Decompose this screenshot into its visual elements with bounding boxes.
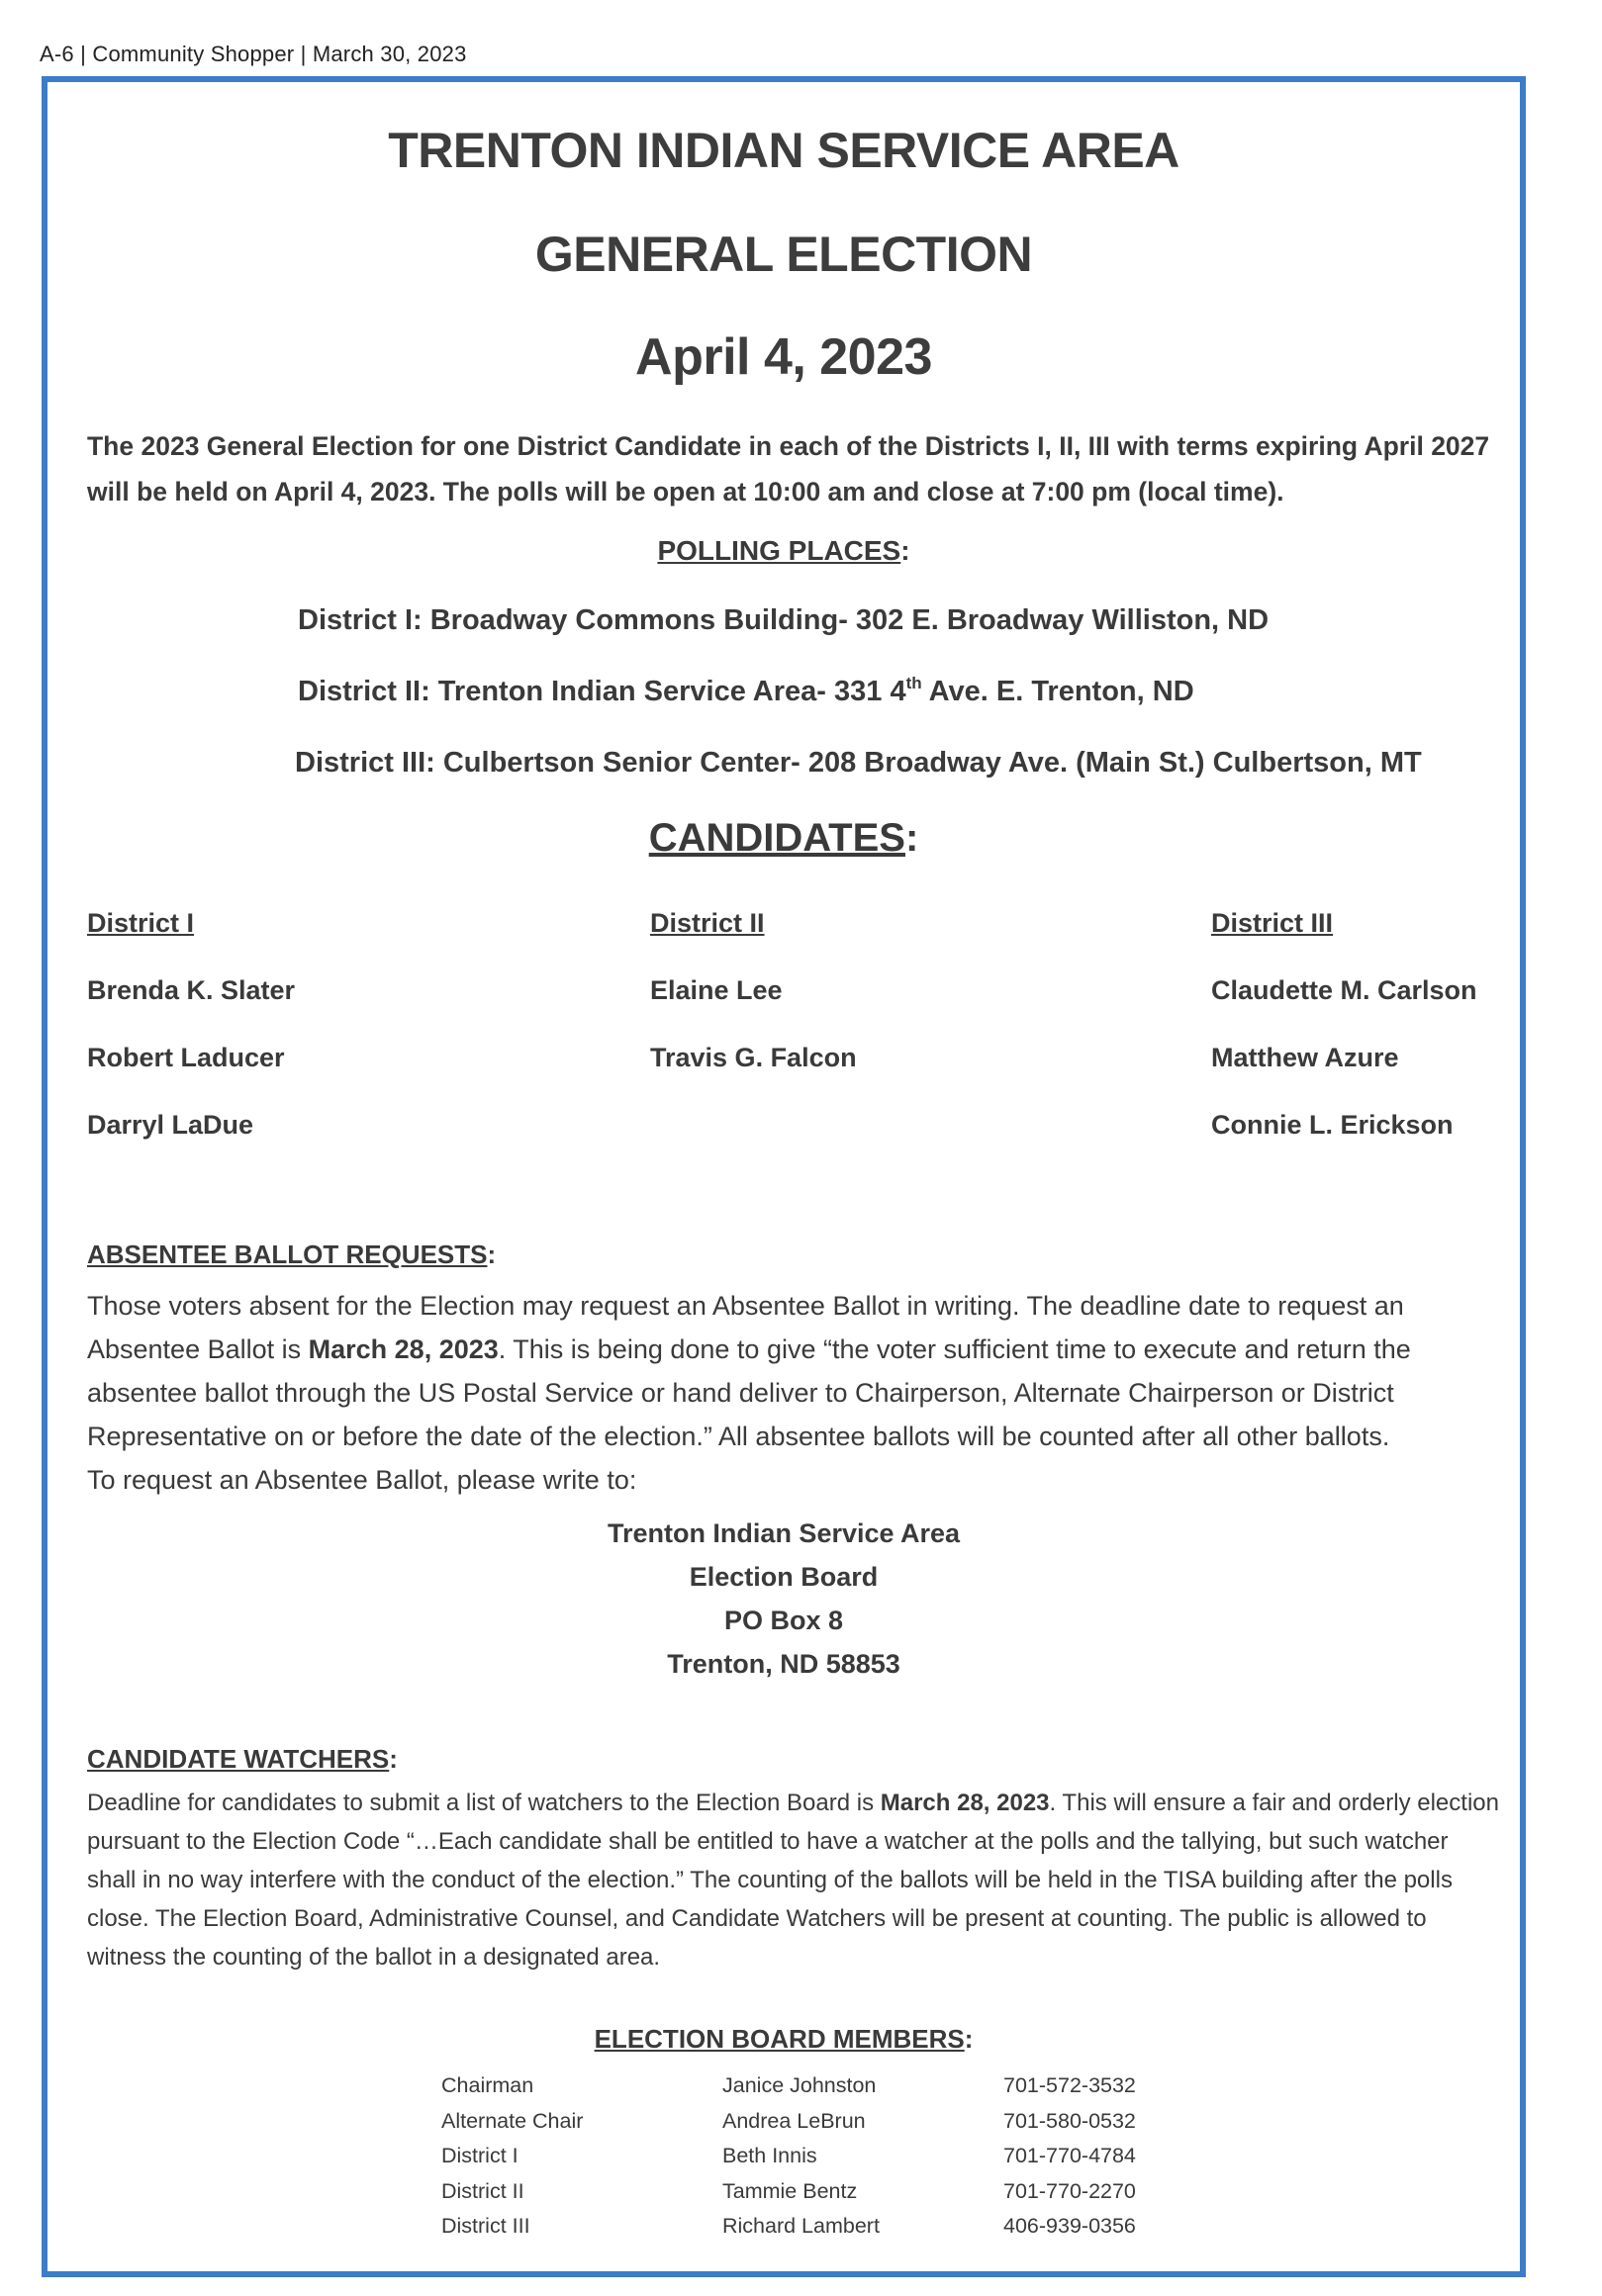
- member-phone: 406-939-0356: [1003, 2214, 1136, 2239]
- member-name: Richard Lambert: [722, 2214, 880, 2239]
- member-phone: 701-580-0532: [1003, 2108, 1136, 2133]
- member-name: Tammie Bentz: [722, 2178, 858, 2203]
- candidates-district-3: [1211, 908, 1477, 1177]
- candidate-name: Matthew Azure: [1211, 1043, 1399, 1072]
- candidate-name: Travis G. Falcon: [650, 1043, 857, 1072]
- member-phone: 701-770-2270: [1003, 2178, 1136, 2203]
- polling-place-district-2: District II: Trenton Indian Service Area- 331 4th Ave. E. Trenton, ND: [298, 674, 1194, 707]
- table-row: [441, 2174, 1162, 2210]
- candidates-heading: CANDIDATES:: [648, 816, 919, 860]
- candidate-name: Brenda K. Slater: [87, 975, 296, 1005]
- page-header: A-6 | Community Shopper | March 30, 2023: [40, 42, 467, 66]
- member-name: Andrea LeBrun: [722, 2108, 866, 2133]
- absentee-heading: ABSENTEE BALLOT REQUESTS:: [87, 1240, 497, 1269]
- polling-place-district-3: District III: Culbertson Senior Center- 208 Broadway Ave. (Main St.) Culbertson, MT: [295, 747, 1422, 779]
- district-2-heading: District II: [650, 908, 765, 938]
- candidates-district-2: [650, 908, 857, 1110]
- intro-paragraph: The 2023 General Election for one District Candidate in each of the Districts I, II, III with terms expiring April 2027 will be held on April 4, 2023. The polls will be open at 10:00 am and close at 7:00 pm (local time).: [87, 431, 1490, 506]
- member-role: Chairman: [441, 2073, 534, 2098]
- member-role: District I: [441, 2144, 518, 2168]
- absentee-deadline: March 28, 2023: [308, 1334, 499, 1364]
- candidates-district-1: [87, 908, 295, 1177]
- address-line: Election Board: [689, 1562, 879, 1592]
- member-name: Beth Innis: [722, 2144, 817, 2168]
- polling-place-district-1: District I: Broadway Commons Building- 302 E. Broadway Williston, ND: [298, 604, 1270, 636]
- absentee-paragraph: Those voters absent for the Election may request an Absentee Ballot in writing. The deadline date to request an Absentee Ballot is March 28, 2023. This is being done to give “the voter sufficient time to execute and return the absentee ballot through the US Postal Service or hand deliver to Chairperson, Alternate Chairperson or District Representative on or before the date of the election.” All absentee ballots will be counted after all other ballots. To request an Absentee Ballot, please write to:: [87, 1291, 1411, 1495]
- address-line: Trenton, ND 58853: [667, 1649, 900, 1679]
- notice-frame: [42, 76, 1526, 2277]
- candidate-name: Elaine Lee: [650, 975, 783, 1005]
- title-election-date: April 4, 2023: [635, 328, 932, 386]
- member-role: District II: [441, 2178, 524, 2203]
- polling-places-heading: POLLING PLACES:: [657, 535, 910, 566]
- candidate-name: Darryl LaDue: [87, 1110, 254, 1140]
- title-service-area: TRENTON INDIAN SERVICE AREA: [388, 123, 1179, 178]
- member-phone: 701-770-4784: [1003, 2144, 1136, 2168]
- table-row: [441, 2209, 1162, 2245]
- district-1-heading: District I: [87, 908, 195, 938]
- board-heading: ELECTION BOARD MEMBERS:: [594, 2024, 974, 2054]
- member-role: Alternate Chair: [441, 2108, 584, 2133]
- watchers-heading: CANDIDATE WATCHERS:: [87, 1744, 398, 1774]
- watchers-deadline: March 28, 2023: [880, 1790, 1050, 1816]
- address-line: PO Box 8: [723, 1606, 844, 1635]
- table-row: [441, 2104, 1162, 2140]
- candidate-name: Connie L. Erickson: [1211, 1110, 1454, 1140]
- address-line: Trenton Indian Service Area: [607, 1518, 961, 1548]
- title-general-election: GENERAL ELECTION: [534, 227, 1033, 282]
- member-phone: 701-572-3532: [1003, 2073, 1136, 2098]
- district-3-heading: District III: [1211, 908, 1334, 938]
- mailing-address: [47, 1512, 1520, 1686]
- member-name: Janice Johnston: [722, 2073, 877, 2098]
- table-row: [441, 2139, 1162, 2174]
- board-members-table: [441, 2068, 1162, 2245]
- candidate-name: Claudette M. Carlson: [1211, 975, 1477, 1005]
- table-row: [441, 2068, 1162, 2104]
- member-role: District III: [441, 2214, 530, 2239]
- watchers-paragraph: Deadline for candidates to submit a list of watchers to the Election Board is March 28, 2023. This will ensure a fair and orderly election pursuant to the Election Code “…Each candidate shall be entitled to have a watcher at the polls and the tallying, but such watcher shall in no way interfere with the conduct of the election.” The counting of the ballots will be held in the TISA building after the polls close. The Election Board, Administrative Counsel, and Candidate Watchers will be present at counting. The public is allowed to witness the counting of the ballot in a designated area.: [87, 1790, 1499, 1971]
- candidate-name: Robert Laducer: [87, 1043, 285, 1072]
